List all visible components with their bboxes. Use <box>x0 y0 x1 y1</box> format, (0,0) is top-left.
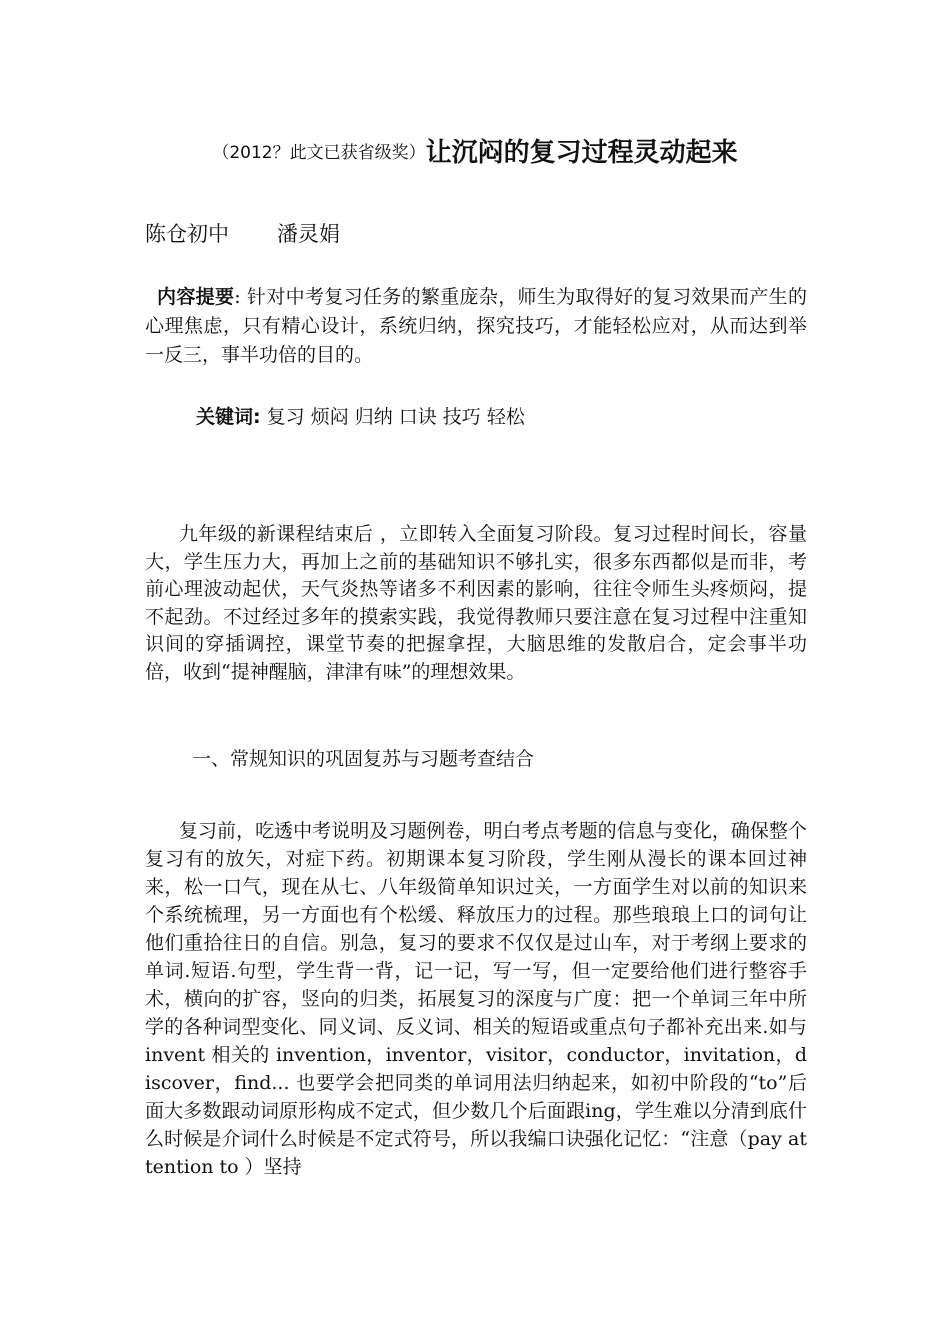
keywords <box>196 402 525 429</box>
author-school: 陈仓初中 <box>145 222 229 246</box>
author-line <box>145 218 340 248</box>
abstract <box>145 283 807 370</box>
section-heading: 一、常规知识的巩固复苏与习题考查结合 <box>192 748 535 770</box>
body-paragraph-1: 九年级的新课程结束后 ，立即转入全面复习阶段。复习过程时间长，容量大，学生压力大，再加上之前的基础知识不够扎实，很多东西都似是而非，考前心理波动起伏，天气炎热等诸多不利因素的影响，往往令师生头疼烦闷，提不起劲。不过经过多年的摸索实践，我觉得教师只要注意在复习过程中注重知识间的穿插调控，课堂节奏的把握拿捏，大脑思维的发散启合，定会事半功倍，收到“提神醒脑，津津有味”的理想效果。 <box>145 523 807 683</box>
title-prefix: （2012？此文已获省级奖） <box>212 143 426 163</box>
title-main: 让沉闷的复习过程灵动起来 <box>425 138 738 168</box>
body-paragraph-2: 复习前，吃透中考说明及习题例卷，明白考点考题的信息与变化，确保整个复习有的放矢，对症下药。初期课本复习阶段，学生刚从漫长的课本回过神来，松一口气，现在从七、八年级简单知识过关，一方面学生对以前的知识来个系统梳理，另一方面也有个松缓、释放压力的过程。那些琅琅上口的词句让他们重拾往日的自信。别急，复习的要求不仅仅是过山车，对于考纲上要求的单词.短语.句型，学生背一背，记一记，写一写，但一定要给他们进行整容手术，横向的扩容，竖向的归类，拓展复习的深度与广度：把一个单词三年中所学的各种词型变化、同义词、反义词、相关的短语或重点句子都补充出来.如与 invent 相关的 invention，inventor，visitor，conductor，invitation，discover，find... 也要学会把同类的单词用法归纳起来，如初中阶段的“to”后面大多数跟动词原形构成不定式，但少数几个后面跟ing，学生难以分清到底什么时候是介词什么时候是不定式符号，所以我编口诀强化记忆：“注意（pay attention to ）坚持 <box>145 820 807 1178</box>
keywords-text: 复习 烦闷 归纳 口诀 技巧 轻松 <box>260 406 525 428</box>
abstract-text: : 针对中考复习任务的繁重庞杂，师生为取得好的复习效果而产生的心理焦虑，只有精心设计，系统归纳，探究技巧，才能轻松应对，从而达到举一反三，事半功倍的目的。 <box>145 286 807 366</box>
abstract-label: 内容提要 <box>157 286 235 308</box>
document-title <box>0 132 950 169</box>
keywords-label: 关键词: <box>196 406 261 428</box>
author-name: 潘灵娟 <box>277 222 340 246</box>
